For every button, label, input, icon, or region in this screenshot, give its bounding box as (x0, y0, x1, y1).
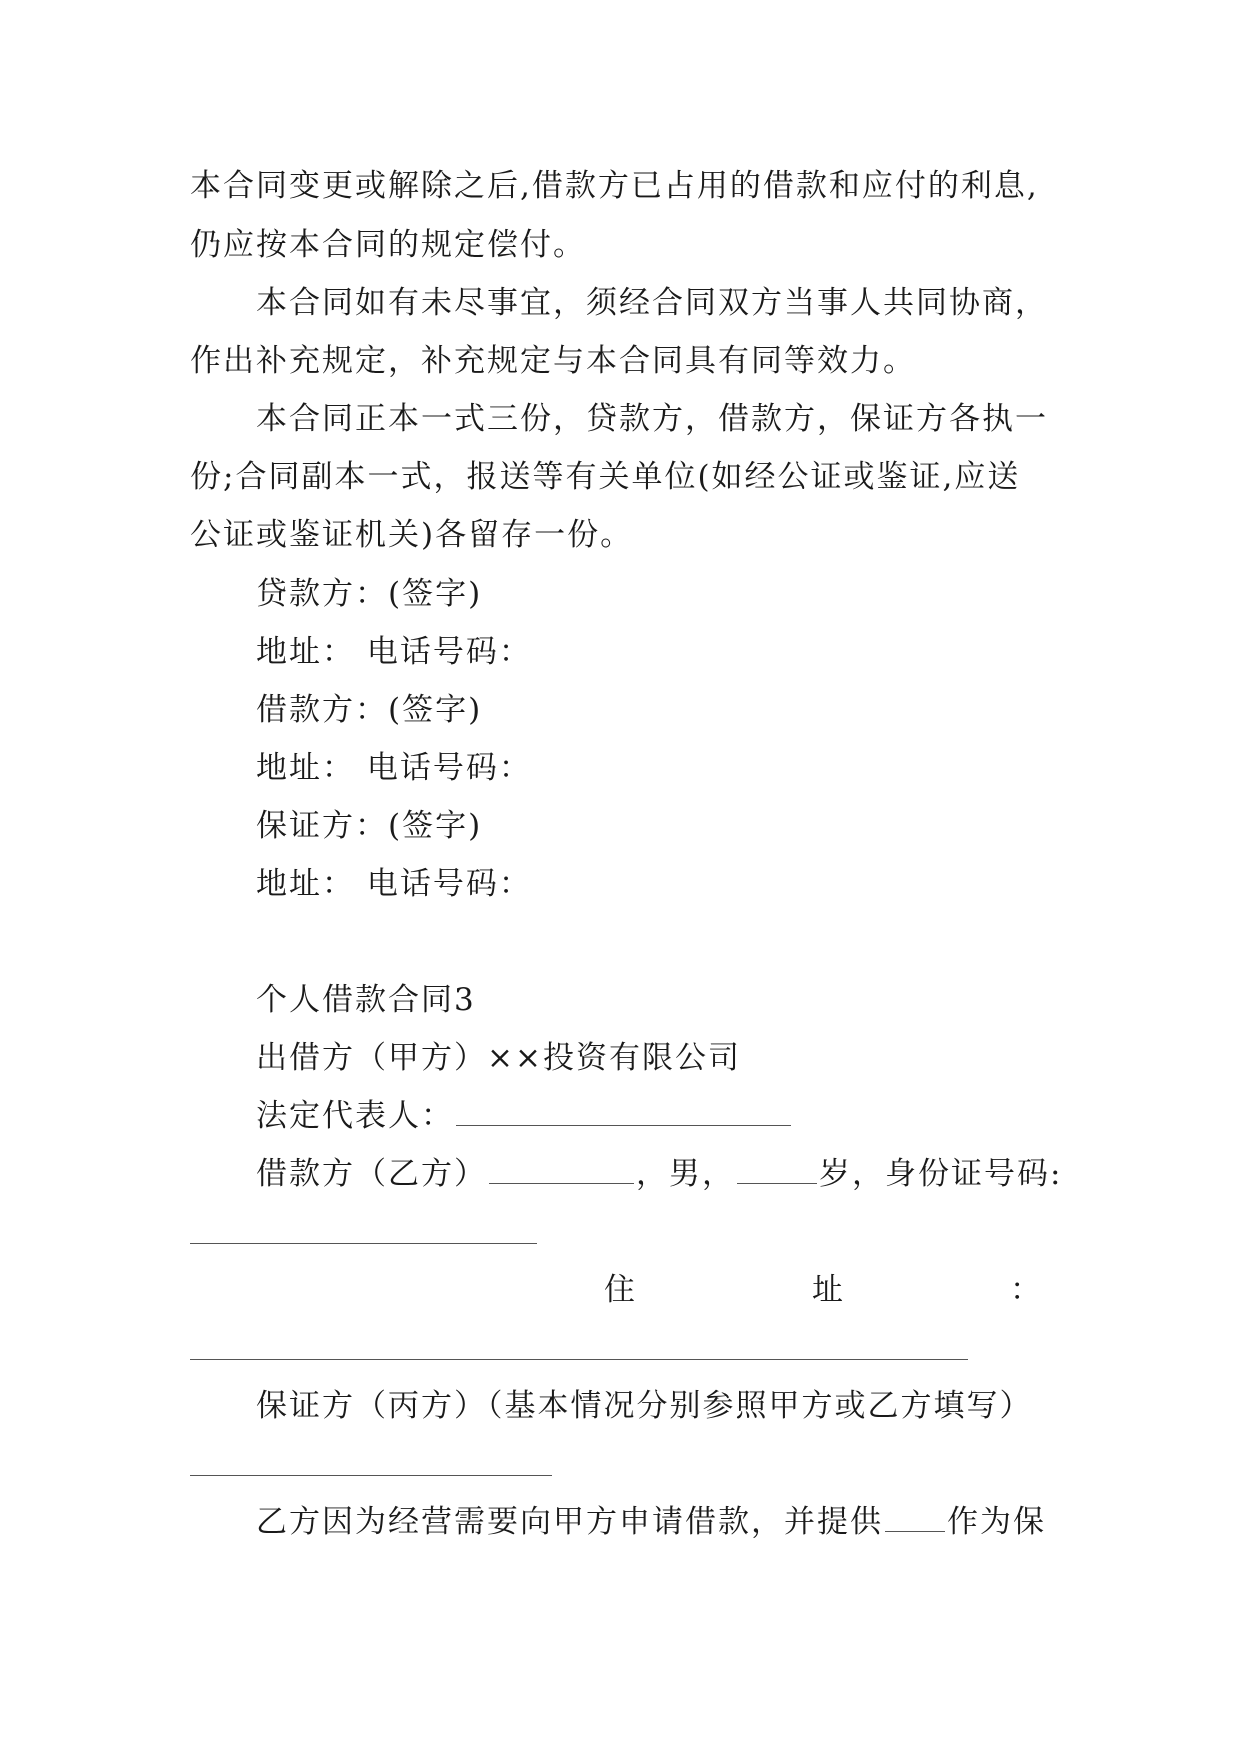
paragraph-2-line-1: 本合同如有未尽事宜，须经合同双方当事人共同协商， (256, 285, 1048, 321)
party-b-age-label: 岁，身份证号码: (819, 1156, 1063, 1192)
collateral-blank (885, 1503, 945, 1532)
lender-signature: 贷款方：(签字) (256, 576, 483, 612)
party-a-line: 出借方（甲方）××投资有限公司 (256, 1040, 741, 1076)
party-b-name-blank (489, 1155, 634, 1184)
legal-rep-label: 法定代表人： (256, 1098, 454, 1134)
borrower-contact: 地址： 电话号码： (256, 750, 532, 786)
last-line-suffix: 作为保 (947, 1504, 1046, 1540)
address-blank (190, 1359, 968, 1360)
guarantor-info-line: 保证方（丙方）（基本情况分别参照甲方或乙方填写） (256, 1388, 1033, 1424)
paragraph-3-line-2: 份;合同副本一式，报送等有关单位(如经公证或鉴证,应送 (190, 459, 1021, 495)
guarantor-signature: 保证方：(签字) (256, 808, 483, 844)
address-char-2: 址 (812, 1272, 843, 1308)
legal-rep-line (256, 1096, 793, 1136)
last-line-prefix: 乙方因为经营需要向甲方申请借款，并提供 (256, 1504, 883, 1540)
paragraph-1-line-2: 仍应按本合同的规定偿付。 (190, 227, 586, 263)
id-number-blank (190, 1243, 537, 1244)
borrower-signature: 借款方：(签字) (256, 692, 483, 728)
lender-contact: 地址： 电话号码： (256, 634, 532, 670)
paragraph-1-line-1: 本合同变更或解除之后,借款方已占用的借款和应付的利息, (190, 168, 1039, 204)
guarantor-blank (190, 1475, 552, 1476)
paragraph-2-line-2: 作出补充规定，补充规定与本合同具有同等效力。 (190, 343, 916, 379)
party-b-line (256, 1154, 1062, 1194)
last-line (256, 1502, 1046, 1542)
legal-rep-blank (456, 1097, 791, 1126)
party-b-age-blank (737, 1155, 817, 1184)
party-b-gender: ，男， (636, 1156, 735, 1192)
paragraph-3-line-1: 本合同正本一式三份，贷款方，借款方，保证方各执一 (256, 401, 1048, 437)
address-char-1: 住 (604, 1272, 635, 1308)
address-colon: ： (1010, 1272, 1041, 1308)
contract-title: 个人借款合同3 (256, 982, 476, 1018)
guarantor-contact: 地址： 电话号码： (256, 866, 532, 902)
party-b-prefix: 借款方（乙方） (256, 1156, 487, 1192)
paragraph-3-line-3: 公证或鉴证机关)各留存一份。 (190, 517, 634, 553)
